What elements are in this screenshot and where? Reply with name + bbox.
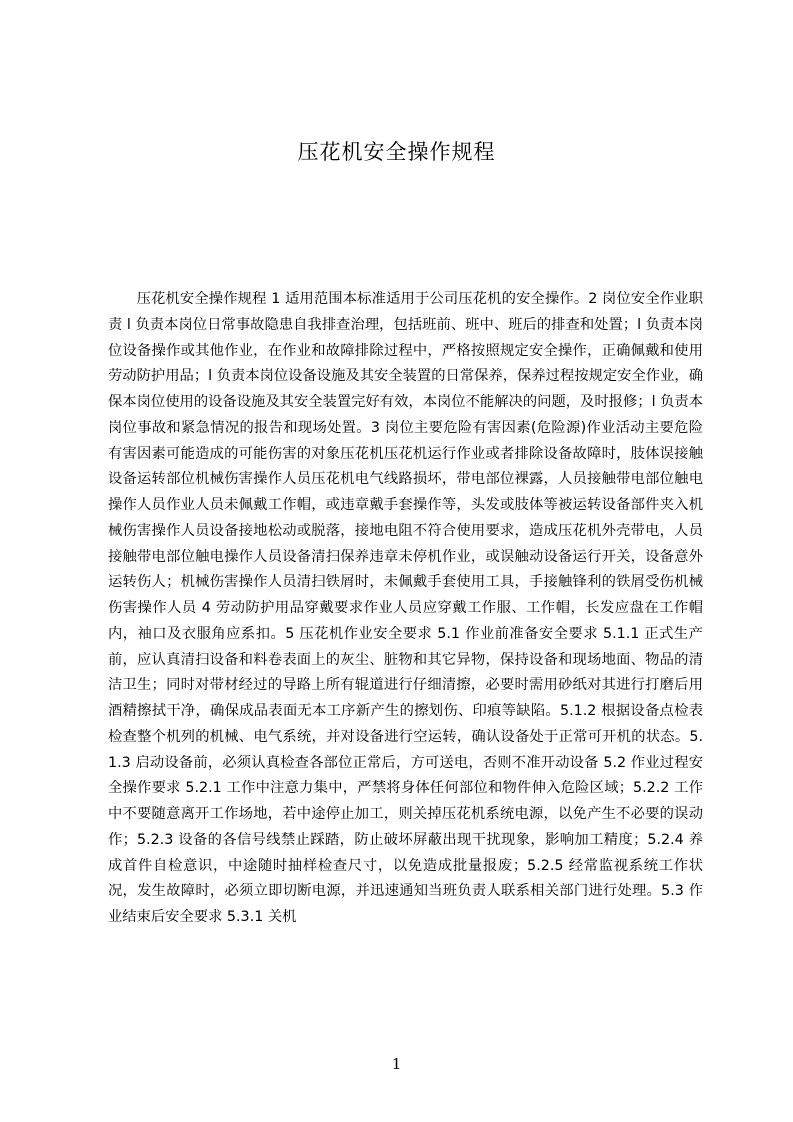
body-paragraph: 压花机安全操作规程 1 适用范围本标准适用于公司压花机的安全操作。2 岗位安全作业职责 l 负责本岗位日常事故隐患自我排查治理，包括班前、班中、班后的排查和处置；l 负责本岗位设备操作或其他作业，在作业和故障排除过程中，严格按照规定安全操作，正确佩戴和使用劳动防护用品；l 负责本岗位设备设施及其安全装置的日常保养，保养过程按规定安全作业，确保本岗位使用的设备设施及其安全装置完好有效，本岗位不能解决的问题，及时报修；l 负责本岗位事故和紧急情况的报告和现场处置。3 岗位主要危险有害因素(危险源)作业活动主要危险有害因素可能造成的可能伤害的对象压花机压花机运行作业或者排除设备故障时，肢体误接触设备运转部位机械伤害操作人员压花机电气线路损坏，带电部位裸露，人员接触带电部位触电操作人员作业人员未佩戴工作帽，或违章戴手套操作等，头发或肢体等被运转设备部件夹入机械伤害操作人员设备接地松动或脱落，接地电阻不符合使用要求，造成压花机外壳带电，人员接触带电部位触电操作人员设备清扫保养违章未停机作业，或误触动设备运行开关，设备意外运转伤人；机械伤害操作人员清扫铁屑时，未佩戴手套使用工具，手接触锋利的铁屑受伤机械伤害操作人员 4 劳动防护用品穿戴要求作业人员应穿戴工作服、工作帽，长发应盘在工作帽内，袖口及衣服角应系扣。5 压花机作业安全要求 5.1 作业前准备安全要求 5.1.1 正式生产前，应认真清扫设备和料卷表面上的灰尘、脏物和其它异物，保持设备和现场地面、物品的清洁卫生；同时对带材经过的导路上所有辊道进行仔细清擦，必要时需用砂纸对其进行打磨后用酒精擦拭干净，确保成品表面无本工序新产生的擦划伤、印痕等缺陷。5.1.2 根据设备点检表检查整个机列的机械、电气系统，并对设备进行空运转，确认设备处于正常可开机的状态。5.1.3 启动设备前，必须认真检查各部位正常后，方可送电，否则不准开动设备 5.2 作业过程安全操作要求 5.2.1 工作中注意力集中，严禁将身体任何部位和物件伸入危险区域；5.2.2 工作中不要随意离开工作场地，若中途停止加工，则关掉压花机系统电源，以免产生不必要的误动作；5.2.3 设备的各信号线禁止踩踏，防止破坏屏蔽出现干扰现象，影响加工精度；5.2.4 养成首件自检意识，中途随时抽样检查尺寸，以免造成批量报废；5.2.5 经常监视系统工作状况，发生故障时，必须立即切断电源，并迅速通知当班负责人联系相关部门进行处理。5.3 作业结束后安全要求 5.3.1 关机: [108, 291, 703, 925]
document-title: 压花机安全操作规程: [297, 140, 496, 164]
page-number: 1: [391, 1055, 402, 1073]
